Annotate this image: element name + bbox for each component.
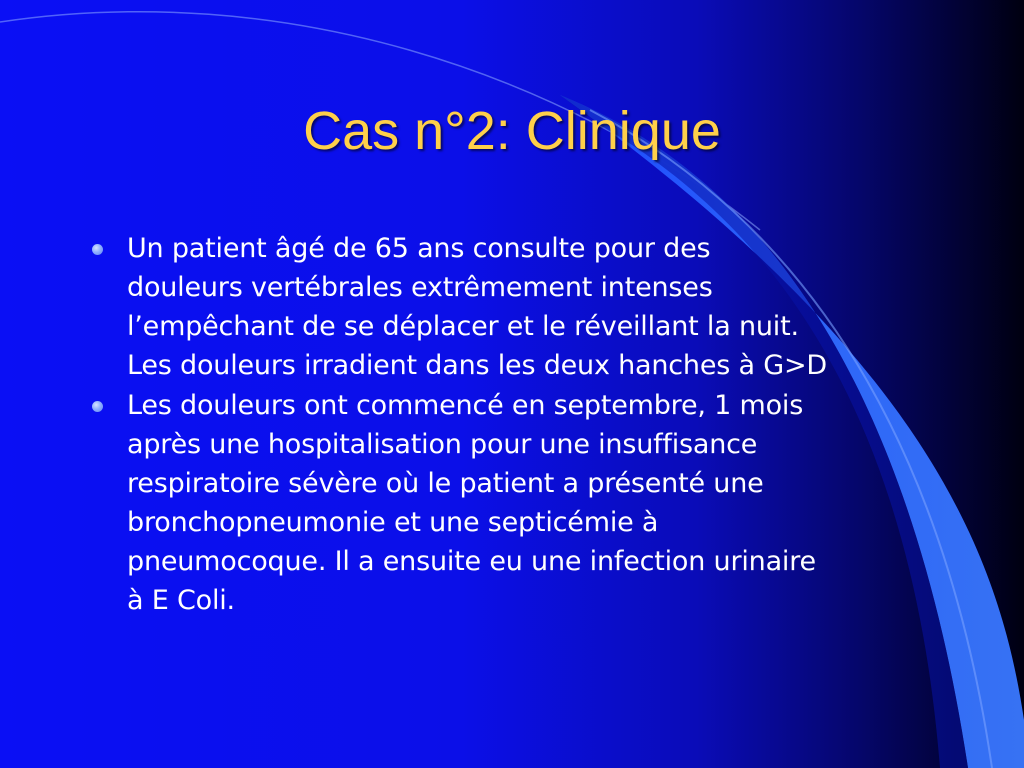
bullet-line: douleurs vertébrales extrêmement intenses bbox=[127, 272, 713, 303]
slide-title: Cas n°2: Clinique bbox=[303, 101, 721, 161]
bullet-line: bronchopneumonie et une septicémie à bbox=[127, 507, 659, 538]
bullet-line: à E Coli. bbox=[127, 585, 235, 616]
bullet-line: pneumocoque. Il a ensuite eu une infection urinaire bbox=[127, 546, 816, 577]
bullet-line: Un patient âgé de 65 ans consulte pour des bbox=[127, 233, 711, 264]
bullet-line: l’empêchant de se déplacer et le réveillant la nuit. bbox=[127, 311, 799, 342]
bullet-item bbox=[88, 386, 968, 620]
bullet-line: Les douleurs ont commencé en septembre, 1 mois bbox=[127, 390, 804, 421]
bullet-icon bbox=[92, 401, 103, 412]
bullet-line: après une hospitalisation pour une insuffisance bbox=[127, 429, 758, 460]
bullet-line: Les douleurs irradient dans les deux hanches à G>D bbox=[127, 350, 827, 381]
bullet-icon bbox=[92, 244, 103, 255]
bullet-list bbox=[88, 229, 968, 621]
bullet-item bbox=[88, 229, 968, 385]
bullet-line: respiratoire sévère où le patient a présenté une bbox=[127, 468, 764, 499]
